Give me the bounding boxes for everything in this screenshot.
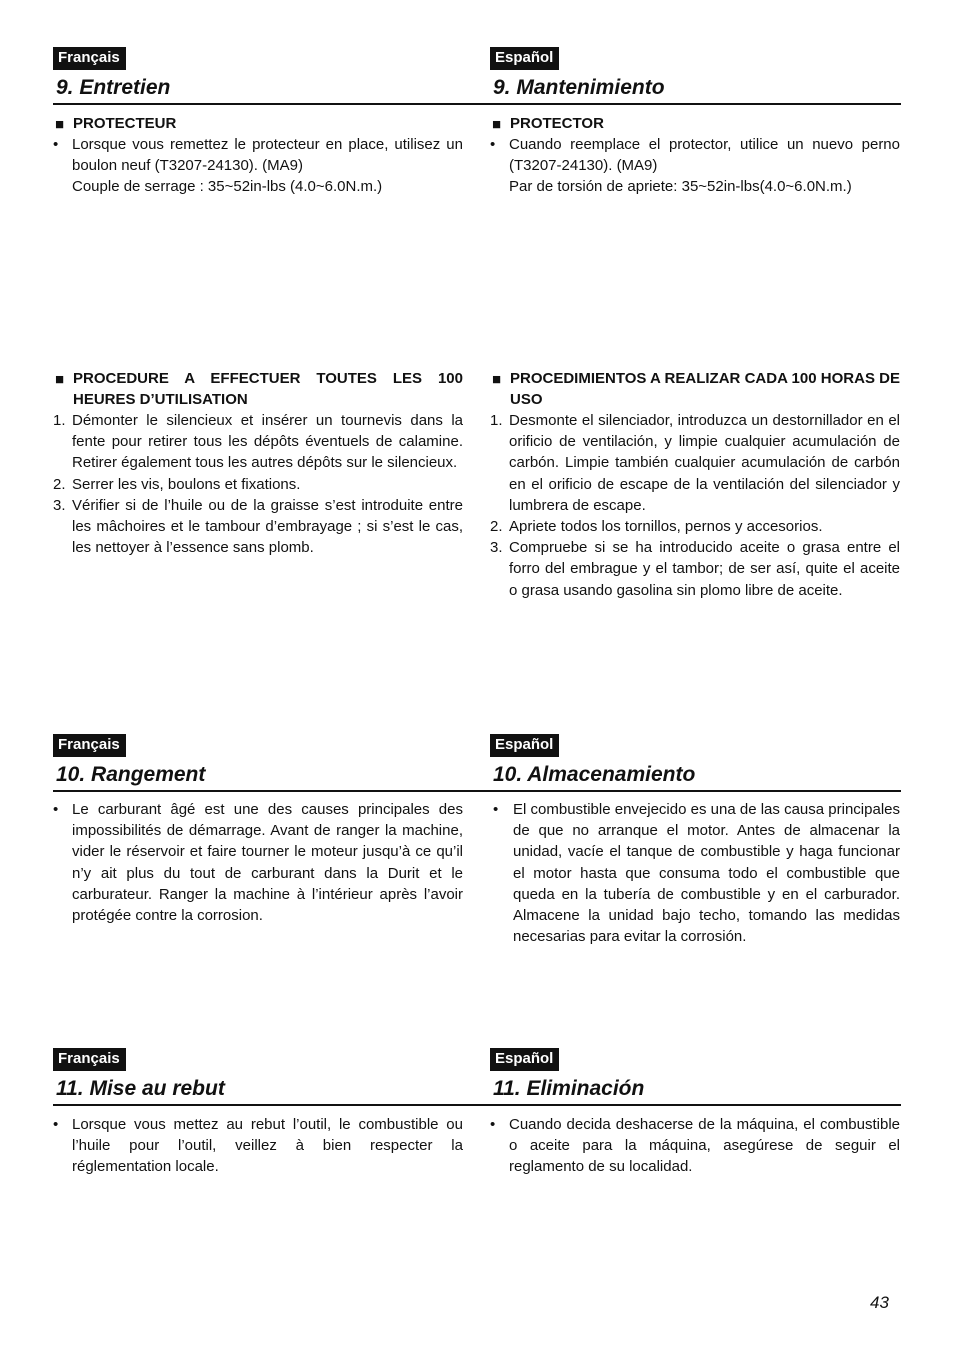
lang-tag-es-10: Español — [490, 734, 900, 757]
rangement-block-fr — [53, 799, 463, 926]
eliminacion-block-es — [490, 1114, 900, 1178]
section-11-title-fr: 11. Mise au rebut — [56, 1077, 225, 1100]
list-item: • Lorsque vous remettez le protecteur en place, utilisez un boulon neuf (T3207-24130). (MA9) — [53, 136, 463, 175]
almacenamiento-block-es — [490, 799, 900, 947]
lang-tag-es-9: Español — [490, 47, 900, 70]
subheading-protecteur: ■ PROTECTEUR — [55, 115, 177, 133]
torque-spec-es: Par de torsión de apriete: 35~52in-lbs(4.0~6.0N.m.) — [509, 178, 852, 196]
square-bullet-icon: ■ — [492, 371, 502, 388]
lang-tag-es-11: Español — [490, 1048, 900, 1071]
list-item: 2. Apriete todos los tornillos, pernos y accesorios. — [490, 518, 823, 536]
square-bullet-icon: ■ — [55, 116, 65, 133]
list-item: • El combustible envejecido es una de las causa principales de que no arranque el motor. Antes de almacenar la unidad, vacíe el tanque de combustible y haga funcionar el motor hasta que consuma todo el combustible que queda en la tubería de combustible y en el carburador. Almacene la unidad bajo techo, tomando las medidas necesarias para evitar la corrosión. — [493, 801, 900, 946]
square-bullet-icon: ■ — [492, 116, 502, 133]
section-11-title-es: 11. Eliminación — [493, 1077, 645, 1100]
bullet-icon: • — [53, 1116, 59, 1133]
square-bullet-icon: ■ — [55, 371, 65, 388]
subheading-procedimientos: ■ PROCEDIMIENTOS A REALIZAR CADA 100 HORAS DE USO — [492, 370, 900, 408]
list-item: • Cuando reemplace el protector, utilice un nuevo perno (T3207-24130). (MA9) — [490, 136, 900, 175]
page-number: 43 — [870, 1293, 889, 1312]
section-9-rule — [53, 103, 901, 105]
lang-tag-fr-10: Français — [53, 734, 463, 757]
list-item: 1. Desmonte el silenciador, introduzca un destornillador en el orificio de ventilación, y limpie cualquier acumulación de carbón. Limpie también cualquier acumulación de carbón en el orificio de escape de la ventilación del silenciador y lumbrera de escape. — [490, 412, 900, 514]
bullet-icon: • — [53, 801, 59, 818]
rebut-block-fr — [53, 1114, 463, 1178]
list-item: 3. Vérifier si de l’huile ou de la graisse s’est introduite entre les mâchoires et le tambour d’embrayage ; si s’est le cas, les nettoyer à l’essence sans plomb. — [53, 496, 463, 557]
list-item: • Le carburant âgé est une des causes principales des impossibilités de démarrage. Avant de ranger la machine, vider le réservoir et faire tourner le moteur jusqu’à ce qu’il n’y ait plus du tout de carburant dans la Durit et le carburateur. Ranger la machine à l’intérieur après l’avoir protégée contre la corrosion. — [53, 801, 463, 925]
procedure-block-fr — [53, 368, 463, 558]
section-9-title-es: 9. Mantenimiento — [493, 76, 665, 99]
bullet-icon: • — [490, 136, 496, 153]
section-11-rule — [53, 1104, 901, 1106]
bullet-icon: • — [493, 801, 499, 818]
list-item: • Lorsque vous mettez au rebut l’outil, le combustible ou l’huile pour l’outil, veillez à bien respecter la réglementation locale. — [53, 1116, 463, 1176]
list-item: 1. Démonter le silencieux et insérer un tournevis dans la fente pour retirer tous les dépôts éventuels de calamine. Retirer également tous les autres dépôts sur le silencieux. — [53, 412, 463, 472]
protecteur-block-fr — [53, 113, 463, 198]
procedure-block-es — [490, 368, 900, 601]
section-10-title-fr: 10. Rangement — [56, 763, 206, 786]
section-10-title-es: 10. Almacenamiento — [493, 763, 696, 786]
subheading-procedure: ■ PROCEDURE A EFFECTUER TOUTES LES 100 HEURES D’UTILISATION — [55, 370, 463, 408]
lang-tag-fr-9: Français — [53, 47, 463, 70]
subheading-protector: ■ PROTECTOR — [492, 115, 604, 133]
lang-tag-fr-11: Français — [53, 1048, 463, 1071]
list-item: 2. Serrer les vis, boulons et fixations. — [53, 475, 301, 493]
section-9-title-fr: 9. Entretien — [56, 76, 171, 99]
list-item: • Cuando decida deshacerse de la máquina, el combustible o aceite para la máquina, asegúrese de seguir el reglamento de su localidad. — [490, 1116, 900, 1176]
list-item: 3. Compruebe si se ha introducido aceite o grasa entre el forro del embrague y el tambor; de ser así, quite el aceite o grasa usando gasolina sin plomo libre de aceite. — [490, 539, 900, 599]
bullet-icon: • — [53, 136, 59, 153]
bullet-icon: • — [490, 1116, 496, 1133]
protector-block-es — [490, 113, 900, 198]
torque-spec-fr: Couple de serrage : 35~52in-lbs (4.0~6.0N.m.) — [72, 178, 383, 196]
section-10-rule — [53, 790, 901, 792]
